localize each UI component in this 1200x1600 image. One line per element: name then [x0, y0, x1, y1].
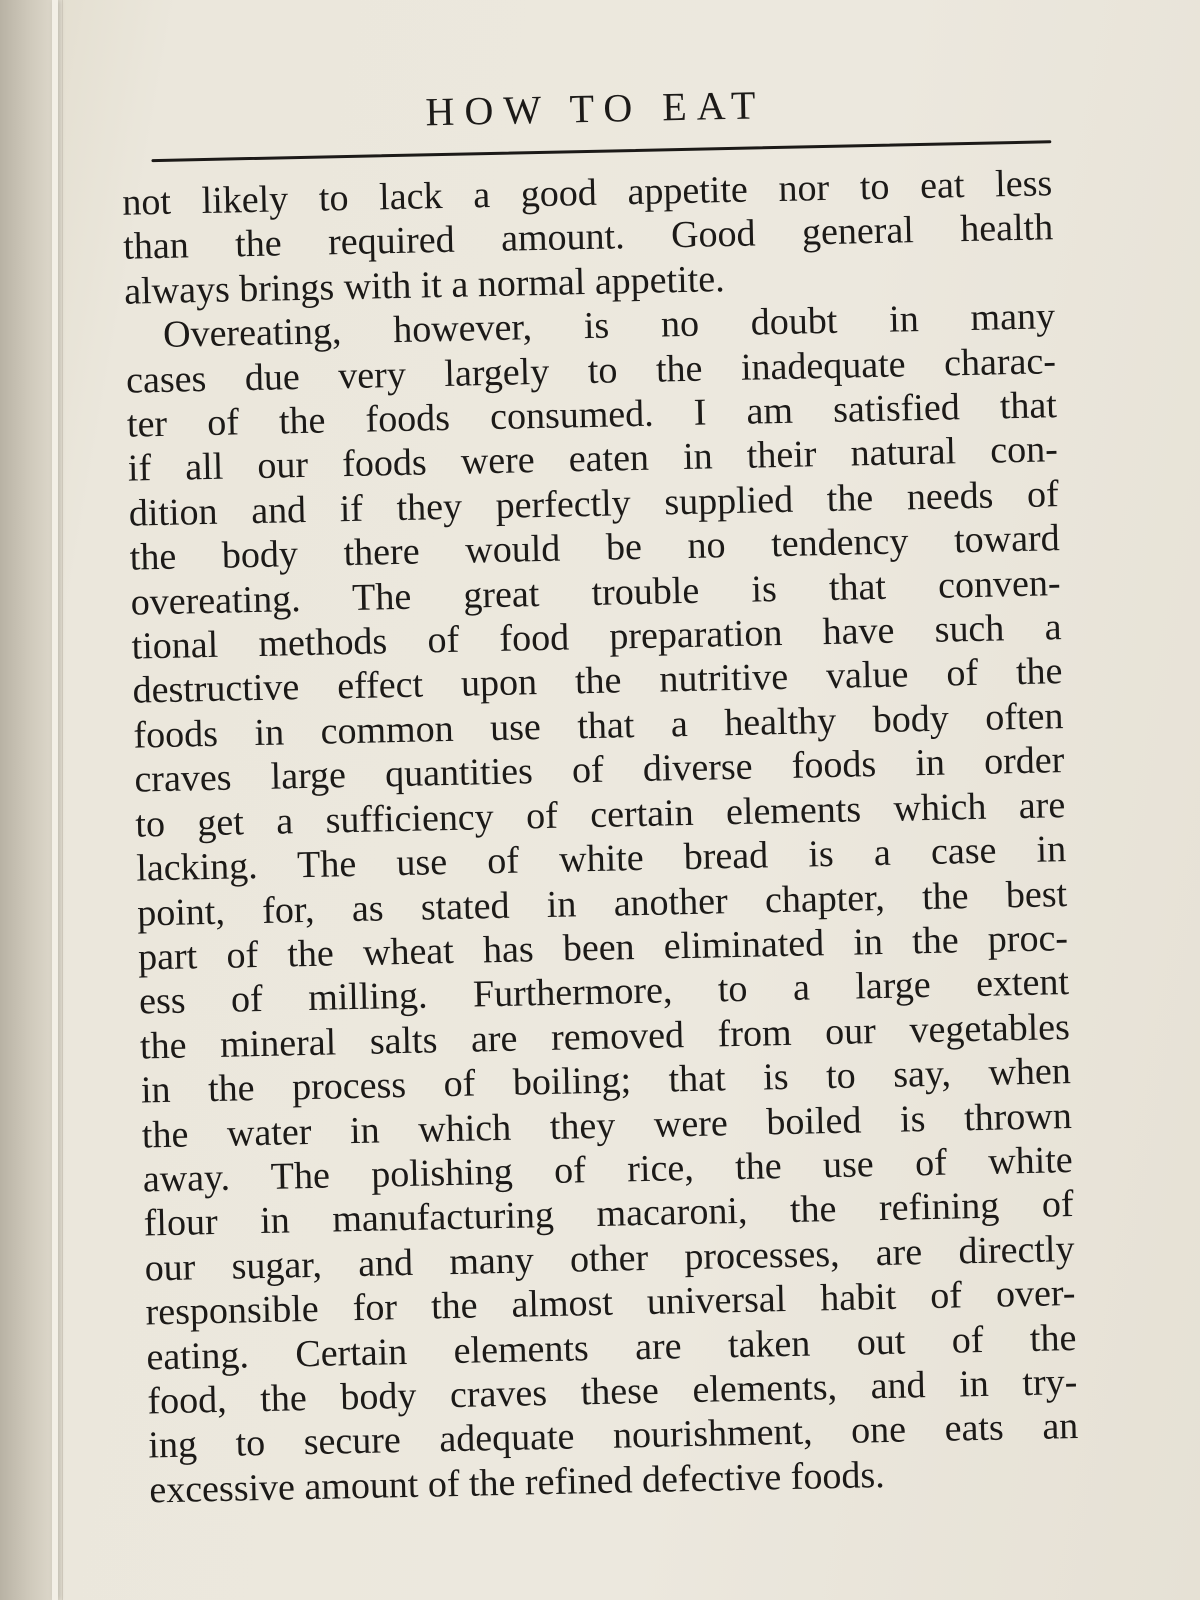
text-line: ing to secure adequate nourishment, one eats an	[147, 1405, 1079, 1467]
text-line: lacking. The use of white bread is a case in	[135, 828, 1067, 890]
text-line: away. The polishing of rice, the use of white	[142, 1138, 1074, 1201]
text-line: to get a sufficiency of certain elements which are	[134, 783, 1066, 846]
page-text-block	[120, 75, 1079, 1512]
text-line: eating. Certain elements are taken out of the	[146, 1316, 1077, 1379]
text-line: the mineral salts are removed from our vegetables	[139, 1005, 1071, 1068]
text-line: than the required amount. Good general health	[122, 206, 1054, 269]
text-line: dition and if they perfectly supplied the needs of	[128, 473, 1060, 535]
text-line: craves large quantities of diverse foods in order	[134, 739, 1065, 801]
body-text	[122, 161, 1080, 1512]
text-line: excessive amount of the refined defective foods.	[148, 1453, 886, 1512]
text-line: our sugar, and many other processes, are directly	[144, 1227, 1075, 1290]
text-line: in the process of boiling; that is to say, when	[140, 1050, 1072, 1112]
text-line: always brings with it a normal appetite.	[123, 257, 726, 313]
text-line: destructive effect upon the nutritive value of the	[132, 650, 1063, 713]
left-page-edge	[52, 0, 58, 1600]
text-line: flour in manufacturing macaroni, the refining of	[143, 1183, 1074, 1245]
text-line: the body there would be no tendency toward	[129, 517, 1061, 579]
text-line: ter of the foods consumed. I am satisfied that	[126, 384, 1058, 446]
text-line: part of the wheat has been eliminated in the proc-	[137, 916, 1069, 979]
text-line: food, the body craves these elements, and in try-	[147, 1360, 1078, 1423]
text-line: foods in common use that a healthy body often	[133, 695, 1064, 757]
text-line: ess of milling. Furthermore, to a large extent	[138, 961, 1070, 1023]
text-line: point, for, as stated in another chapter, the best	[136, 872, 1068, 935]
text-line: responsible for the almost universal habit of over-	[145, 1272, 1076, 1334]
header-rule	[151, 140, 1051, 162]
text-line: cases due very largely to the inadequate charac-	[125, 339, 1057, 402]
text-line: overeating. The great trouble is that conven-	[130, 561, 1061, 624]
text-line: tional methods of food preparation have such a	[131, 606, 1062, 668]
text-line: not likely to lack a good appetite nor to eat less	[121, 162, 1053, 224]
text-line: the water in which they were boiled is thrown	[141, 1094, 1073, 1157]
text-line: Overeating, however, is no doubt in many	[162, 295, 1056, 357]
text-line: if all our foods were eaten in their natural con-	[127, 428, 1059, 491]
running-head: HOW TO EAT	[425, 82, 766, 135]
